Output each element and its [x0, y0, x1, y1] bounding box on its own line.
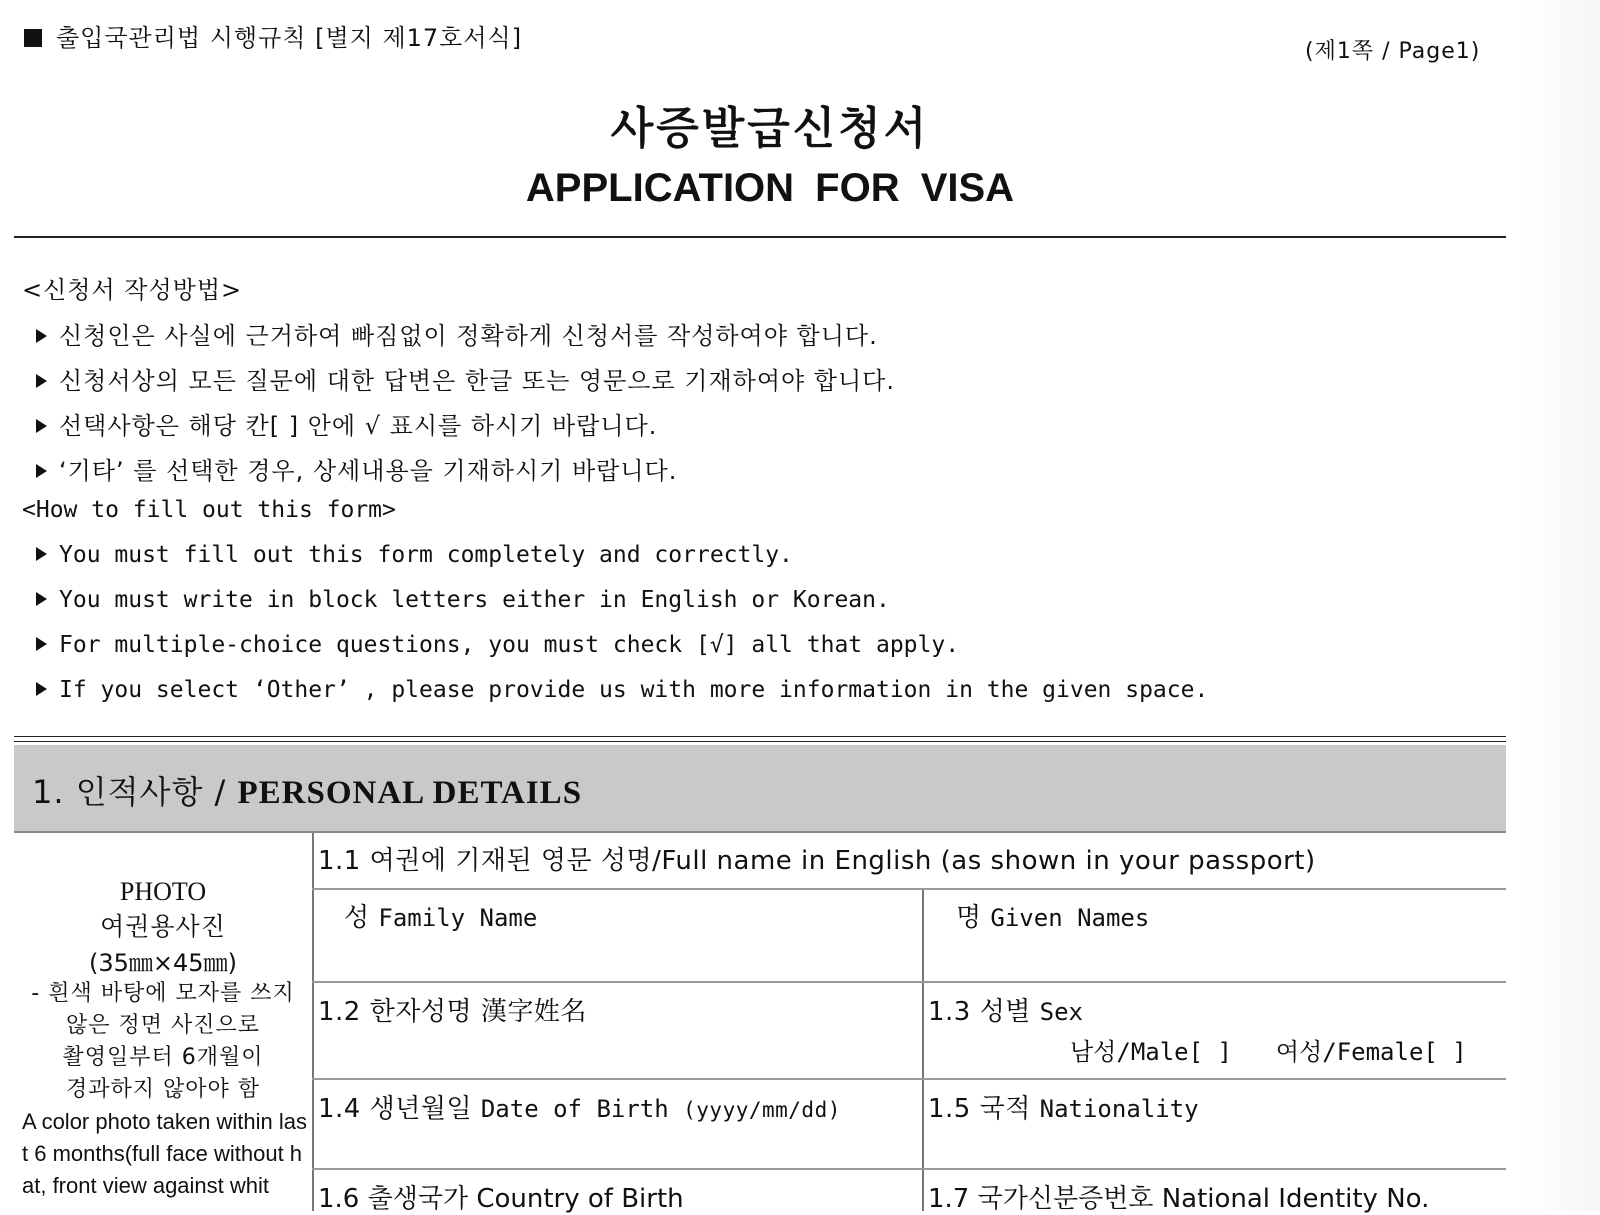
bullet-triangle-icon — [36, 464, 47, 478]
photo-title: PHOTO — [119, 877, 207, 906]
instructions-heading-english: <How to fill out this form> — [22, 497, 396, 523]
page-title-korean: 사증발급신청서 — [610, 103, 930, 154]
section-divider — [14, 736, 1506, 742]
sex-options — [1070, 1032, 1467, 1067]
field-1-7-national-id[interactable]: 1.7 국가신분증번호 National Identity No. — [928, 1184, 1430, 1214]
field-1-4-date-of-birth[interactable]: 1.4 생년월일 Date of Birth (yyyy/mm/dd) — [318, 1094, 841, 1124]
field-1-3-sex: 1.3 성별 Sex — [928, 997, 1083, 1027]
instructions-list-english — [36, 542, 1208, 722]
grid-line — [312, 981, 1506, 983]
field-1-6-country-of-birth[interactable]: 1.6 출생국가 Country of Birth — [318, 1184, 684, 1214]
field-1-1-full-name: 1.1 여권에 기재된 영문 성명/Full name in English (as shown in your passport) — [318, 846, 1316, 876]
bullet-triangle-icon — [36, 637, 47, 651]
law-reference — [24, 18, 522, 53]
bullet-triangle-icon — [36, 419, 47, 433]
photo-size: (35㎜×45㎜) — [89, 949, 237, 977]
section-title: 1. 인적사항 / PERSONAL DETAILS — [32, 773, 583, 811]
list-item: ‘기타’ 를 선택한 경우, 상세내용을 기재하시기 바랍니다. — [36, 451, 895, 496]
given-names-field[interactable]: 명 Given Names — [956, 903, 1150, 933]
list-item: You must fill out this form completely and correctly. — [36, 542, 1208, 587]
page-title-english: APPLICATION FOR VISA — [525, 166, 1015, 210]
grid-line — [312, 1168, 1506, 1170]
grid-line — [312, 888, 1506, 890]
instructions-list-korean — [36, 316, 895, 496]
family-name-field[interactable]: 성 Family Name — [344, 903, 538, 933]
list-item: For multiple-choice questions, you must check [√] all that apply. — [36, 632, 1208, 677]
list-item: 신청인은 사실에 근거하여 빠짐없이 정확하게 신청서를 작성하여야 합니다. — [36, 316, 895, 361]
photo-note-korean: - 흰색 바탕에 모자를 쓰지 않은 정면 사진으로 촬영일부터 6개월이 경과하지 않아야 함 — [31, 981, 295, 1102]
photo-placeholder — [14, 833, 312, 1211]
list-item: 신청서상의 모든 질문에 대한 답변은 한글 또는 영문으로 기재하여야 합니다. — [36, 361, 895, 406]
female-checkbox[interactable]: 여성/Female[ ] — [1275, 1038, 1467, 1066]
grid-line — [312, 1078, 1506, 1080]
photo-note-english: A color photo taken within last 6 months(full face without hat, front view against whit — [22, 1109, 307, 1198]
bullet-triangle-icon — [36, 682, 47, 696]
page-number: (제1쪽 / Page1) — [1305, 39, 1481, 64]
black-square-icon — [24, 29, 42, 47]
grid-line — [922, 889, 924, 1211]
field-1-5-nationality[interactable]: 1.5 국적 Nationality — [928, 1094, 1199, 1124]
photo-label-korean: 여권용사진 — [100, 912, 226, 941]
law-reference-text: 출입국관리법 시행규칙 [별지 제17호서식] — [56, 24, 523, 52]
instructions-heading-korean: <신청서 작성방법> — [22, 276, 243, 304]
bullet-triangle-icon — [36, 329, 47, 343]
list-item: 선택사항은 해당 칸[ ] 안에 √ 표시를 하시기 바랍니다. — [36, 406, 895, 451]
field-1-2-chinese-name[interactable]: 1.2 한자성명 漢字姓名 — [318, 997, 587, 1027]
list-item: You must write in block letters either in English or Korean. — [36, 587, 1208, 632]
bullet-triangle-icon — [36, 374, 47, 388]
title-divider — [14, 236, 1506, 238]
section-header-personal-details — [14, 745, 1506, 833]
male-checkbox[interactable]: 남성/Male[ ] — [1070, 1038, 1232, 1066]
bullet-triangle-icon — [36, 592, 47, 606]
list-item: If you select ‘Other’ , please provide us with more information in the given space. — [36, 677, 1208, 722]
bullet-triangle-icon — [36, 547, 47, 561]
page-edge-shadow — [1520, 0, 1600, 1211]
